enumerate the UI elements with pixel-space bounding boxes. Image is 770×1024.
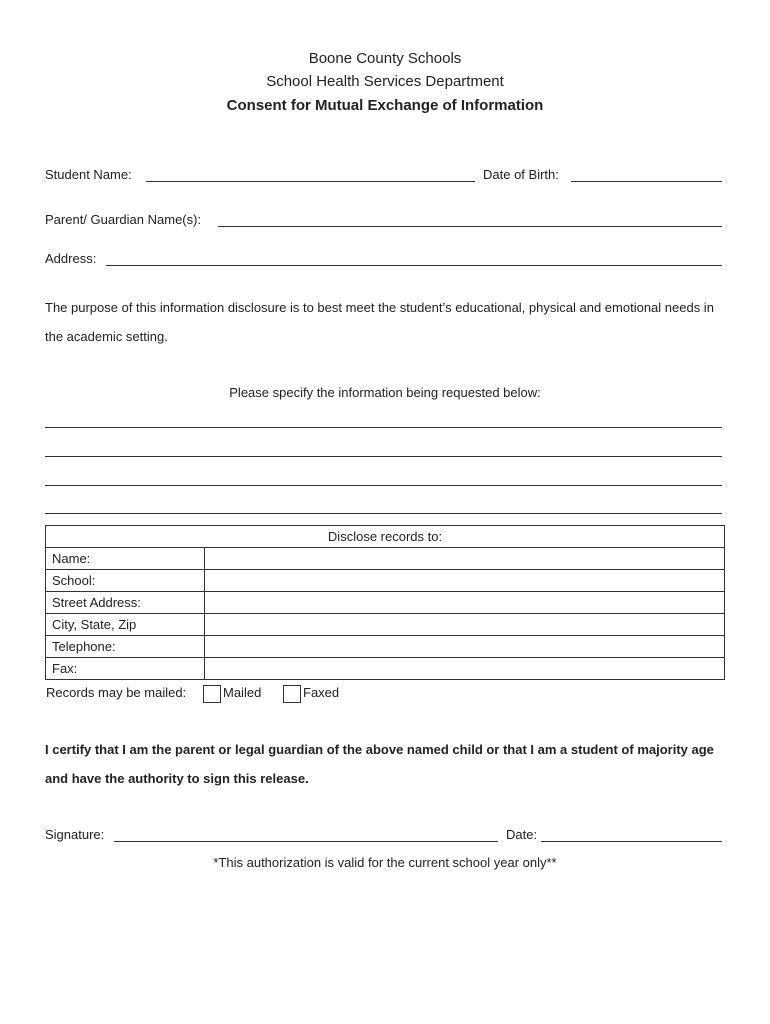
student-name-label: Student Name: bbox=[45, 167, 132, 182]
signature-label: Signature: bbox=[45, 827, 105, 842]
date-label: Date: bbox=[506, 827, 538, 842]
faxed-checkbox[interactable] bbox=[283, 685, 301, 703]
disclosure-table bbox=[45, 525, 725, 680]
dob-label: Date of Birth: bbox=[483, 167, 559, 182]
mailed-checkbox[interactable] bbox=[203, 685, 221, 703]
disclosure-telephone-input[interactable] bbox=[205, 636, 725, 658]
request-line-1[interactable] bbox=[45, 427, 722, 428]
parent-name-label: Parent/ Guardian Name(s): bbox=[45, 212, 202, 227]
request-line-4[interactable] bbox=[45, 513, 722, 514]
request-prompt: Please specify the information being requested below: bbox=[229, 385, 541, 400]
footer-note: *This authorization is valid for the current school year only** bbox=[213, 855, 557, 870]
disclosure-telephone-label: Telephone: bbox=[46, 636, 205, 658]
disclosure-city-input[interactable] bbox=[205, 614, 725, 636]
table-row bbox=[46, 592, 725, 614]
disclosure-name-input[interactable] bbox=[205, 548, 725, 570]
disclosure-name-label: Name: bbox=[46, 548, 205, 570]
disclosure-street-label: Street Address: bbox=[46, 592, 205, 614]
address-field[interactable] bbox=[106, 265, 722, 266]
disclosure-school-input[interactable] bbox=[205, 570, 725, 592]
mailed-label: Mailed bbox=[223, 685, 262, 700]
disclosure-fax-input[interactable] bbox=[205, 658, 725, 680]
signature-field[interactable] bbox=[114, 841, 498, 842]
disclosure-fax-label: Fax: bbox=[46, 658, 205, 680]
org-name: Boone County Schools bbox=[308, 50, 462, 67]
certify-text: I certify that I am the parent or legal guardian of the above named child or that I am a student of majority age and have the authority to sign this release. bbox=[45, 742, 714, 786]
department-name: School Health Services Department bbox=[266, 73, 504, 90]
disclosure-city-label: City, State, Zip bbox=[46, 614, 205, 636]
parent-name-field[interactable] bbox=[218, 226, 722, 227]
table-row bbox=[46, 614, 725, 636]
table-row bbox=[46, 570, 725, 592]
table-row bbox=[46, 548, 725, 570]
disclosure-heading: Disclose records to: bbox=[46, 526, 725, 548]
address-label: Address: bbox=[45, 251, 97, 266]
request-line-3[interactable] bbox=[45, 485, 722, 486]
table-row bbox=[46, 658, 725, 680]
student-name-field[interactable] bbox=[146, 181, 475, 182]
disclosure-street-input[interactable] bbox=[205, 592, 725, 614]
form-title: Consent for Mutual Exchange of Information bbox=[226, 97, 544, 114]
faxed-label: Faxed bbox=[303, 685, 340, 700]
dob-field[interactable] bbox=[571, 181, 722, 182]
table-row bbox=[46, 636, 725, 658]
mail-label: Records may be mailed: bbox=[46, 685, 187, 700]
date-field[interactable] bbox=[541, 841, 722, 842]
request-line-2[interactable] bbox=[45, 456, 722, 457]
disclosure-school-label: School: bbox=[46, 570, 205, 592]
purpose-text: The purpose of this information disclosure is to best meet the student’s educational, physical and emotional needs in the academic setting. bbox=[45, 300, 714, 344]
